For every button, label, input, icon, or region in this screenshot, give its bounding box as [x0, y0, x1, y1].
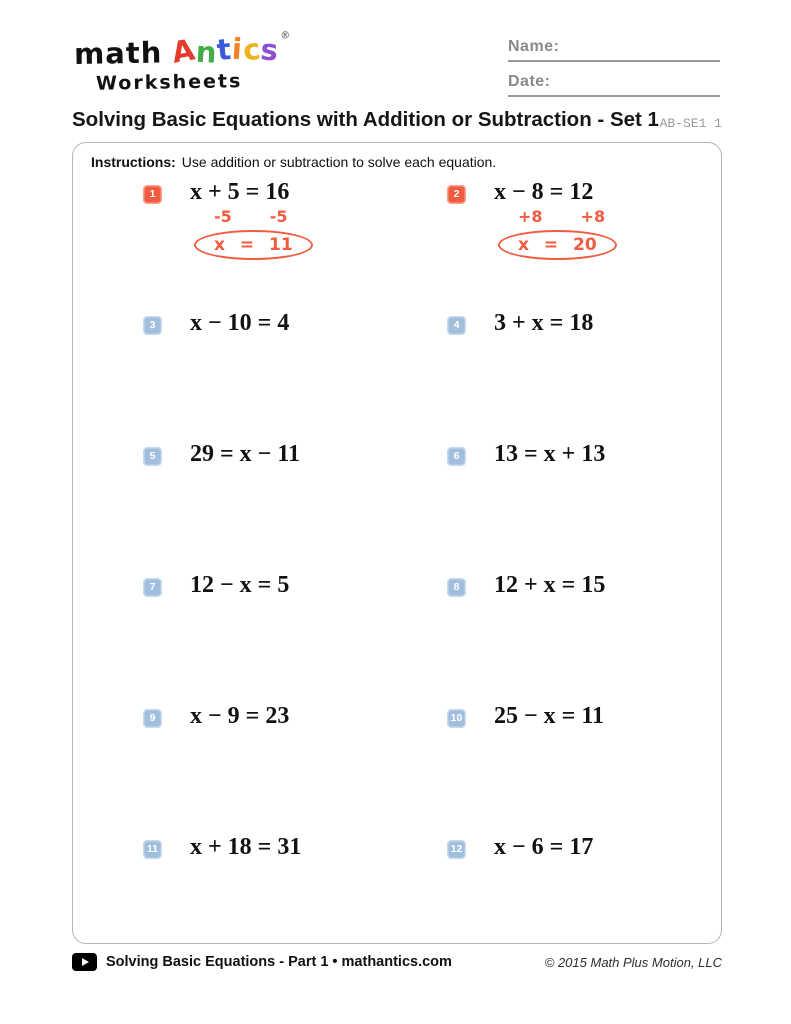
- solution-steps: [214, 207, 313, 226]
- problem-number-badge: 4: [447, 316, 466, 335]
- problem-number-badge: 11: [143, 840, 162, 859]
- solution-steps: [518, 207, 617, 226]
- problem-number-badge: 9: [143, 709, 162, 728]
- problem-2: [397, 179, 721, 310]
- copyright-text: © 2015 Math Plus Motion, LLC: [544, 954, 722, 970]
- date-label: Date:: [508, 73, 551, 90]
- problem-11: [73, 834, 397, 944]
- problem-number-badge: 1: [143, 185, 162, 204]
- instructions-label: Instructions:: [91, 154, 176, 170]
- footer: [72, 953, 722, 971]
- equation: 3 + x = 18: [494, 310, 594, 336]
- play-triangle: [82, 958, 89, 966]
- equation: x − 9 = 23: [190, 703, 290, 729]
- logo-wordmark: [73, 30, 292, 72]
- name-label: Name:: [508, 38, 560, 55]
- equation: 25 − x = 11: [494, 703, 605, 729]
- problem-12: [397, 834, 721, 944]
- registered-trademark: ®: [280, 30, 292, 42]
- problem-number-badge: 8: [447, 578, 466, 597]
- instructions-text: Use addition or subtraction to solve each equation.: [181, 154, 497, 170]
- circled-answer: x = 11: [194, 230, 313, 260]
- problem-1: [73, 179, 397, 310]
- name-field-line[interactable]: [508, 38, 720, 62]
- equation: x + 18 = 31: [190, 834, 302, 860]
- problem-4: [397, 310, 721, 441]
- problem-3: [73, 310, 397, 441]
- equation: x − 6 = 17: [494, 834, 594, 860]
- problem-5: [73, 441, 397, 572]
- problem-number-badge: 6: [447, 447, 466, 466]
- play-icon[interactable]: [72, 953, 97, 971]
- equation: x − 8 = 12: [494, 179, 594, 205]
- problem-10: [397, 703, 721, 834]
- title-bar: [72, 108, 722, 132]
- problem-number-badge: 12: [447, 840, 466, 859]
- instructions: [73, 143, 721, 170]
- worksheet-body: [72, 142, 722, 944]
- equation: 12 + x = 15: [494, 572, 606, 598]
- problem-number-badge: 2: [447, 185, 466, 204]
- equation: 12 − x = 5: [190, 572, 290, 598]
- footer-site-link[interactable]: mathantics.com: [341, 954, 452, 970]
- logo-word-math: math: [73, 35, 163, 72]
- problem-number-badge: 10: [447, 709, 466, 728]
- footer-bullet: •: [332, 954, 338, 970]
- student-fields: [508, 38, 720, 108]
- math-antics-logo: [73, 30, 292, 95]
- problem-number-badge: 7: [143, 578, 162, 597]
- solution-step: -5: [214, 207, 232, 226]
- problem-6: [397, 441, 721, 572]
- equation: 13 = x + 13: [494, 441, 606, 467]
- problem-7: [73, 572, 397, 703]
- problem-9: [73, 703, 397, 834]
- solution-step: -5: [269, 207, 288, 226]
- problems-grid: [73, 179, 721, 944]
- footer-video-title: Solving Basic Equations - Part 1 • mathantics.com: [106, 954, 452, 970]
- logo-worksheets-label: Worksheets: [95, 70, 243, 95]
- solution-step: +8: [580, 207, 606, 226]
- problem-8: [397, 572, 721, 703]
- equation: 29 = x − 11: [190, 441, 301, 467]
- circled-answer: x = 20: [498, 230, 617, 260]
- equation: x + 5 = 16: [190, 179, 290, 205]
- equation: x − 10 = 4: [190, 310, 290, 336]
- problem-number-badge: 3: [143, 316, 162, 335]
- solution-step: +8: [518, 207, 543, 226]
- page-title: Solving Basic Equations with Addition or Subtraction - Set 1: [72, 108, 659, 131]
- worksheet-code: AB-SE1 1: [659, 116, 722, 131]
- problem-number-badge: 5: [143, 447, 162, 466]
- logo-word-antics: Antics: [169, 31, 281, 70]
- date-field-line[interactable]: [508, 73, 720, 97]
